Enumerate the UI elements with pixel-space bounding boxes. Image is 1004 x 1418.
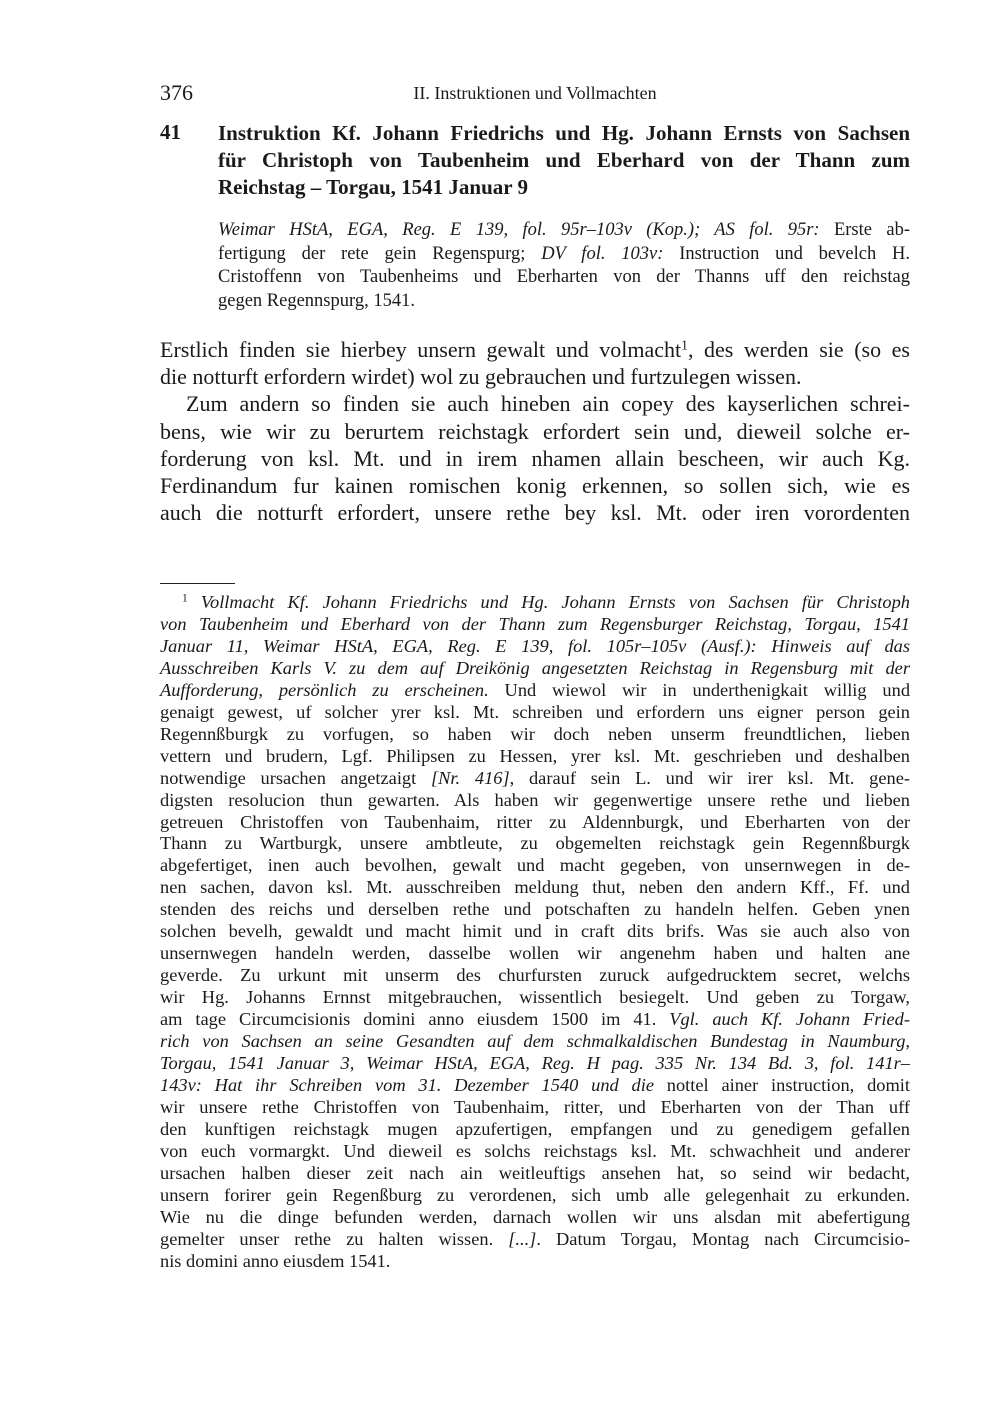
text-segment: Thann zu Wartburgk, unsere ambtleute, zu obgemelten reichstagk gein Regennßburgk [160,833,910,854]
text-segment: , des werden sie (so es [687,337,910,362]
text-line [160,746,910,768]
text-segment: genaigt gewest, uf solcher yrer ksl. Mt. schreiben und erfordern uns eigner person gein [160,701,910,722]
text-segment: Regennßburgk zu vorfugen, so haben wir doch neben unserm freundtlichen, lieben [160,723,910,744]
text-line [160,724,910,746]
text-segment: geverde. Zu urkunt mit unserm des churfursten zuruck aufgedrucktem secret, welchs [160,965,910,986]
text-segment: ursachen halben dieser zeit nach ain weitleuftigs ansehen hat, so seind wir bedacht, [160,1162,910,1183]
text-line [160,833,910,855]
text-segment: rich von Sachsen an seine Gesandten auf dem schmalkaldischen Bundestag in Naumburg, [160,1031,910,1052]
text-line [160,1075,910,1097]
text-segment: fertigung der rete gein Regenspurg; [218,243,542,264]
text-segment: wir Hg. Johanns Ernnst mitgebrauchen, wissentlich besiegelt. Und geben zu Torgaw, [160,987,910,1008]
text-line [160,614,910,636]
text-segment: Instruction und bevelch H. [663,243,910,264]
text-segment: nen sachen, davon ksl. Mt. ausschreiben meldung thut, neben den andern Kff., Ff. und [160,877,910,898]
text-line [160,987,910,1009]
text-line [160,1053,910,1075]
text-line [218,290,910,314]
text-segment: unsernwegen handeln werden, dasselbe wollen wir angenehm haben und halten ane [160,943,910,964]
text-line [160,1009,910,1031]
text-segment: vettern und brudern, Lgf. Philipsen zu Hessen, yrer ksl. Mt. geschrieben und deshalben [160,745,910,766]
text-line [160,1031,910,1053]
text-line [160,1207,910,1229]
text-segment: Aufforderung, persönlich zu erscheinen. [160,679,489,700]
text-line [160,472,910,499]
text-segment: [...] [508,1228,537,1249]
text-segment: 143v: Hat ihr Schreiben vom 31. Dezember 1540 und die [160,1074,654,1095]
text-line [218,120,910,147]
text-line [160,499,910,526]
text-segment: DV fol. 103v: [541,243,664,264]
text-segment: getreuen Christoffen von Taubenhaim, ritter zu Aldennburgk, und Eberharten von der [160,811,910,832]
text-segment: Cristoffenn von Taubenheims und Eberharten von der Thanns uff den reichstag [218,267,910,287]
text-segment: von Taubenheim und Eberhard von der Thann zum Regensburger Reichstag, Torgau, 1541 [160,613,910,634]
text-line [160,855,910,877]
text-segment: Und wiewol wir in underthenigkait willig und [488,679,911,700]
text-segment: solchen bevelh, gewaldt und macht himit und in craft dits brifs. Was sie auch also von [160,921,910,942]
text-segment: Instruktion Kf. Johann Friedrichs und Hg. Johann Ernsts von Sachsen [218,121,910,145]
source-note [218,219,910,313]
text-line [160,1119,910,1141]
text-segment: nottel ainer instruction, domit [653,1074,910,1095]
text-line [160,1251,910,1273]
text-segment: Reichstag – Torgau, 1541 Januar 9 [218,175,528,199]
text-line [160,418,910,445]
text-segment: von euch vormargkt. Und dieweil es solchs reichstags ksl. Mt. schwachheit und anderer [160,1140,910,1161]
text-line [218,243,910,267]
text-segment: Erstlich finden sie hierbey unsern gewalt und volmacht [160,337,682,362]
text-segment: unsern forirer gein Regenßburg zu verordenen, sich umb alle gelegenhait zu erkunden. [160,1184,910,1205]
text-line [218,147,910,174]
text-segment: gemelter unser rethe zu halten wissen. [160,1228,509,1249]
text-line [160,363,910,390]
text-line [160,1163,910,1185]
text-line [160,899,910,921]
footnote-1 [160,592,910,1273]
text-line [160,658,910,680]
text-segment: Vollmacht Kf. Johann Friedrichs und Hg. Johann Ernsts von Sachsen für Christoph [187,592,910,612]
text-segment: Zum andern so finden sie auch hineben ain copey des kayserlichen schrei- [186,391,910,417]
text-segment: , darauf sein L. und wir irer ksl. Mt. gene- [509,767,910,788]
document-number: 41 [160,120,181,144]
text-segment: digsten resolucion thun gewarten. Als haben wir gegenwertige unsere rethe und lieben [160,789,910,810]
text-segment: forderung von ksl. Mt. und in irem nhamen allain bescheen, wir auch Kg. [160,445,910,471]
text-segment: bens, wie wir zu berurtem reichstagk erfordert sein und, dieweil solche er- [160,418,910,444]
text-line [160,965,910,987]
text-line [160,445,910,472]
footnote-marker: 1 [182,592,188,605]
text-line [218,266,910,290]
text-line [160,1097,910,1119]
text-segment: den kunftigen reichstagk mugen apzufertigen, empfangen und zu genedigem gefallen [160,1118,910,1139]
text-segment: nis domini anno eiusdem 1541. [160,1250,391,1271]
text-segment: Wie nu die dinge befunden werden, darnach wollen wir uns alsdan mit abefertigung [160,1206,910,1227]
text-segment: Ausschreiben Karls V. zu dem auf Dreikönig angesetzten Reichstag in Regensburg mit der [160,657,910,678]
text-line [160,636,910,658]
text-line [160,390,910,417]
text-segment: auch die notturft erfordert, unsere rethe bey ksl. Mt. oder iren vorordenten [160,500,910,526]
text-segment: [Nr. 416] [430,767,510,788]
text-line [160,1185,910,1207]
text-line [160,702,910,724]
text-segment: Januar 11, Weimar HStA, EGA, Reg. E 139, fol. 105r–105v (Ausf.): Hinweis auf das [160,635,910,656]
text-segment: stenden des reichs und derselben rethe und potschaften zu handeln helfen. Geben ynen [160,899,910,920]
footnote-marker: 1 [681,337,688,353]
text-line [160,336,910,363]
text-segment: wir unsere rethe Christoffen von Taubenhaim, ritter, und Eberharten von der Than uff [160,1096,910,1117]
text-segment: Torgau, 1541 Januar 3, Weimar HStA, EGA, Reg. H pag. 335 Nr. 134 Bd. 3, fol. 141r– [160,1053,910,1074]
text-line [160,921,910,943]
text-segment: Vgl. auch Kf. Johann Fried- [669,1009,910,1030]
text-line [218,174,910,201]
text-segment: notwendige ursachen angetzaigt [160,767,431,788]
text-segment: am tage Circumcisionis domini anno eiusdem 1500 im 41. [160,1009,670,1030]
text-segment: gegen Regennspurg, 1541. [218,290,415,311]
running-title: II. Instruktionen und Vollmachten [413,83,657,103]
text-segment: Ferdinandum fur kainen romischen konig erkennen, so sollen sich, wie es [160,473,910,499]
document-title [218,120,910,201]
text-line [160,877,910,899]
text-segment: abgefertiget, inen auch bevolhen, gewalt und macht gegeben, von unsernwegen in de- [160,855,910,876]
text-segment: die notturft erfordern wirdet) wol zu gebrauchen und furtzulegen wissen. [160,364,802,390]
text-line [160,680,910,702]
text-line [160,943,910,965]
text-line [218,219,910,243]
text-segment: . Datum Torgau, Montag nach Circumcisio- [536,1228,910,1249]
text-segment: Weimar HStA, EGA, Reg. E 139, fol. 95r–103v (Kop.); AS fol. 95r: [218,220,820,240]
text-line [160,768,910,790]
text-line [160,1141,910,1163]
main-text [160,336,910,526]
text-segment: Erste ab- [819,220,910,240]
text-line [160,790,910,812]
text-line [160,1229,910,1251]
footnote-divider [160,583,235,584]
text-line [160,592,910,614]
text-segment: für Christoph von Taubenheim und Eberhard von der Thann zum [218,148,910,172]
page-number: 376 [160,80,193,105]
text-line [160,812,910,834]
